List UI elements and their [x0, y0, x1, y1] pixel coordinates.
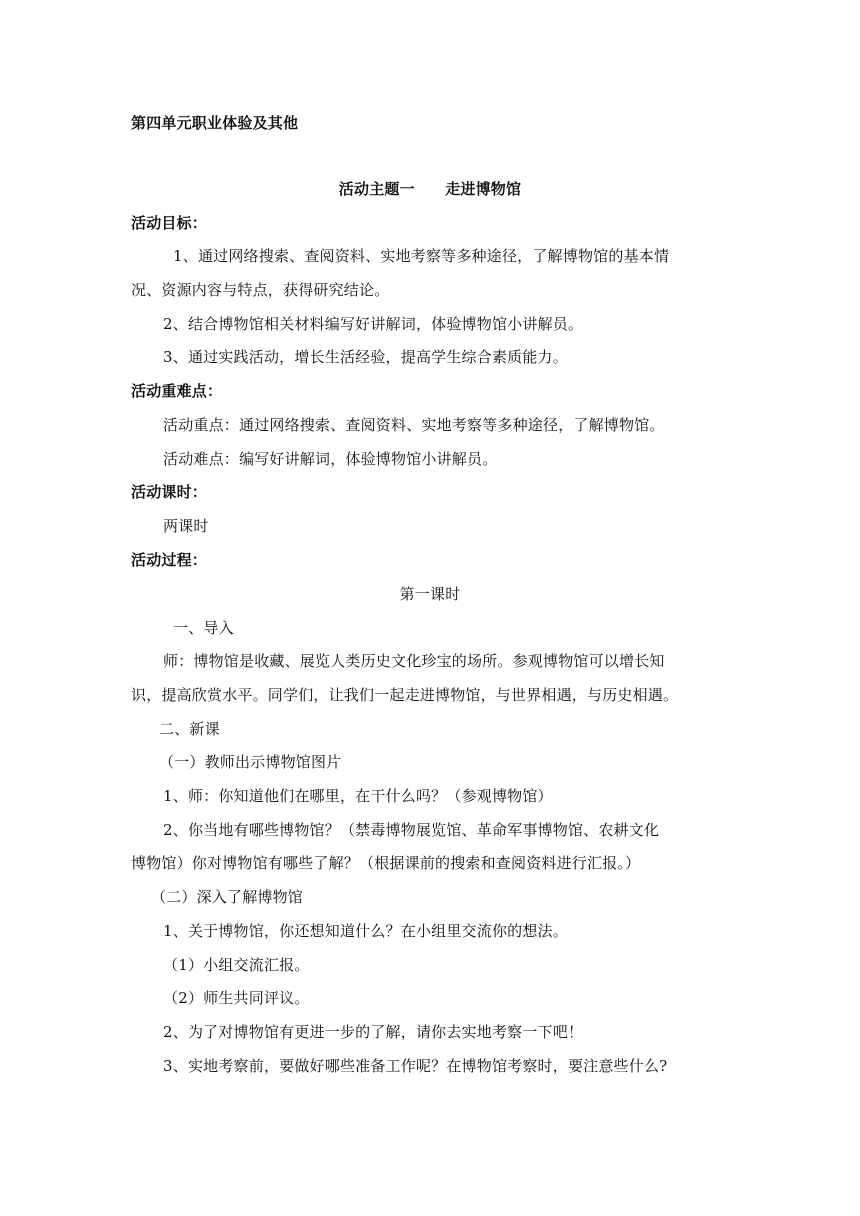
objective-1-line-2: 况、资源内容与特点，获得研究结论。	[131, 281, 390, 299]
key-points-heading: 活动重难点：	[131, 382, 223, 400]
section-new-lesson-heading: 二、新课	[159, 720, 220, 738]
lesson-title: 第一课时	[399, 585, 461, 603]
theme-title: 活动主题一 走进博物馆	[338, 180, 522, 198]
objective-2: 2、结合博物馆相关材料编写好讲解词，体验博物馆小讲解员。	[163, 315, 584, 333]
item-2-line-2: 博物馆）你对博物馆有哪些了解？（根据课前的搜索和查阅资料进行汇报。）	[131, 854, 641, 872]
hours-heading: 活动课时：	[131, 483, 208, 501]
item-3: 1、关于博物馆，你还想知道什么？在小组里交流你的想法。	[163, 922, 568, 940]
objectives-heading: 活动目标：	[131, 214, 208, 232]
process-heading: 活动过程：	[131, 551, 208, 569]
item-5: 3、实地考察前，要做好哪些准备工作呢？在博物馆考察时，要注意些什么?	[163, 1057, 668, 1075]
intro-paragraph-line-1: 师：博物馆是收藏、展览人类历史文化珍宝的场所。参观博物馆可以增长知	[163, 652, 665, 670]
item-3a: （1）小组交流汇报。	[163, 956, 310, 974]
item-1: 1、师：你知道他们在哪里，在干什么吗？（参观博物馆）	[163, 787, 553, 805]
subsection-2-heading: （二）深入了解博物馆	[151, 888, 304, 906]
section-intro-heading: 一、导入	[173, 619, 234, 637]
key-point: 活动重点：通过网络搜索、查阅资料、实地考察等多种途径，了解博物馆。	[163, 416, 665, 434]
objective-1-line-1: 1、通过网络搜索、查阅资料、实地考察等多种途径，了解博物馆的基本情	[173, 247, 670, 265]
item-3b: （2）师生共同评议。	[163, 989, 310, 1007]
intro-paragraph-line-2: 识，提高欣赏水平。同学们，让我们一起走进博物馆，与世界相遇，与历史相遇。	[131, 686, 679, 704]
objective-3: 3、通过实践活动，增长生活经验，提高学生综合素质能力。	[163, 348, 568, 366]
hours-value: 两课时	[163, 517, 209, 535]
subsection-1-heading: （一）教师出示博物馆图片	[159, 753, 342, 771]
item-4: 2、为了对博物馆有更进一步的了解，请你去实地考察一下吧！	[163, 1023, 584, 1041]
difficult-point: 活动难点：编写好讲解词，体验博物馆小讲解员。	[163, 450, 498, 468]
unit-title: 第四单元职业体验及其他	[131, 114, 299, 132]
item-2-line-1: 2、你当地有哪些博物馆？（禁毒博物展览馆、革命军事博物馆、农耕文化	[163, 821, 660, 839]
